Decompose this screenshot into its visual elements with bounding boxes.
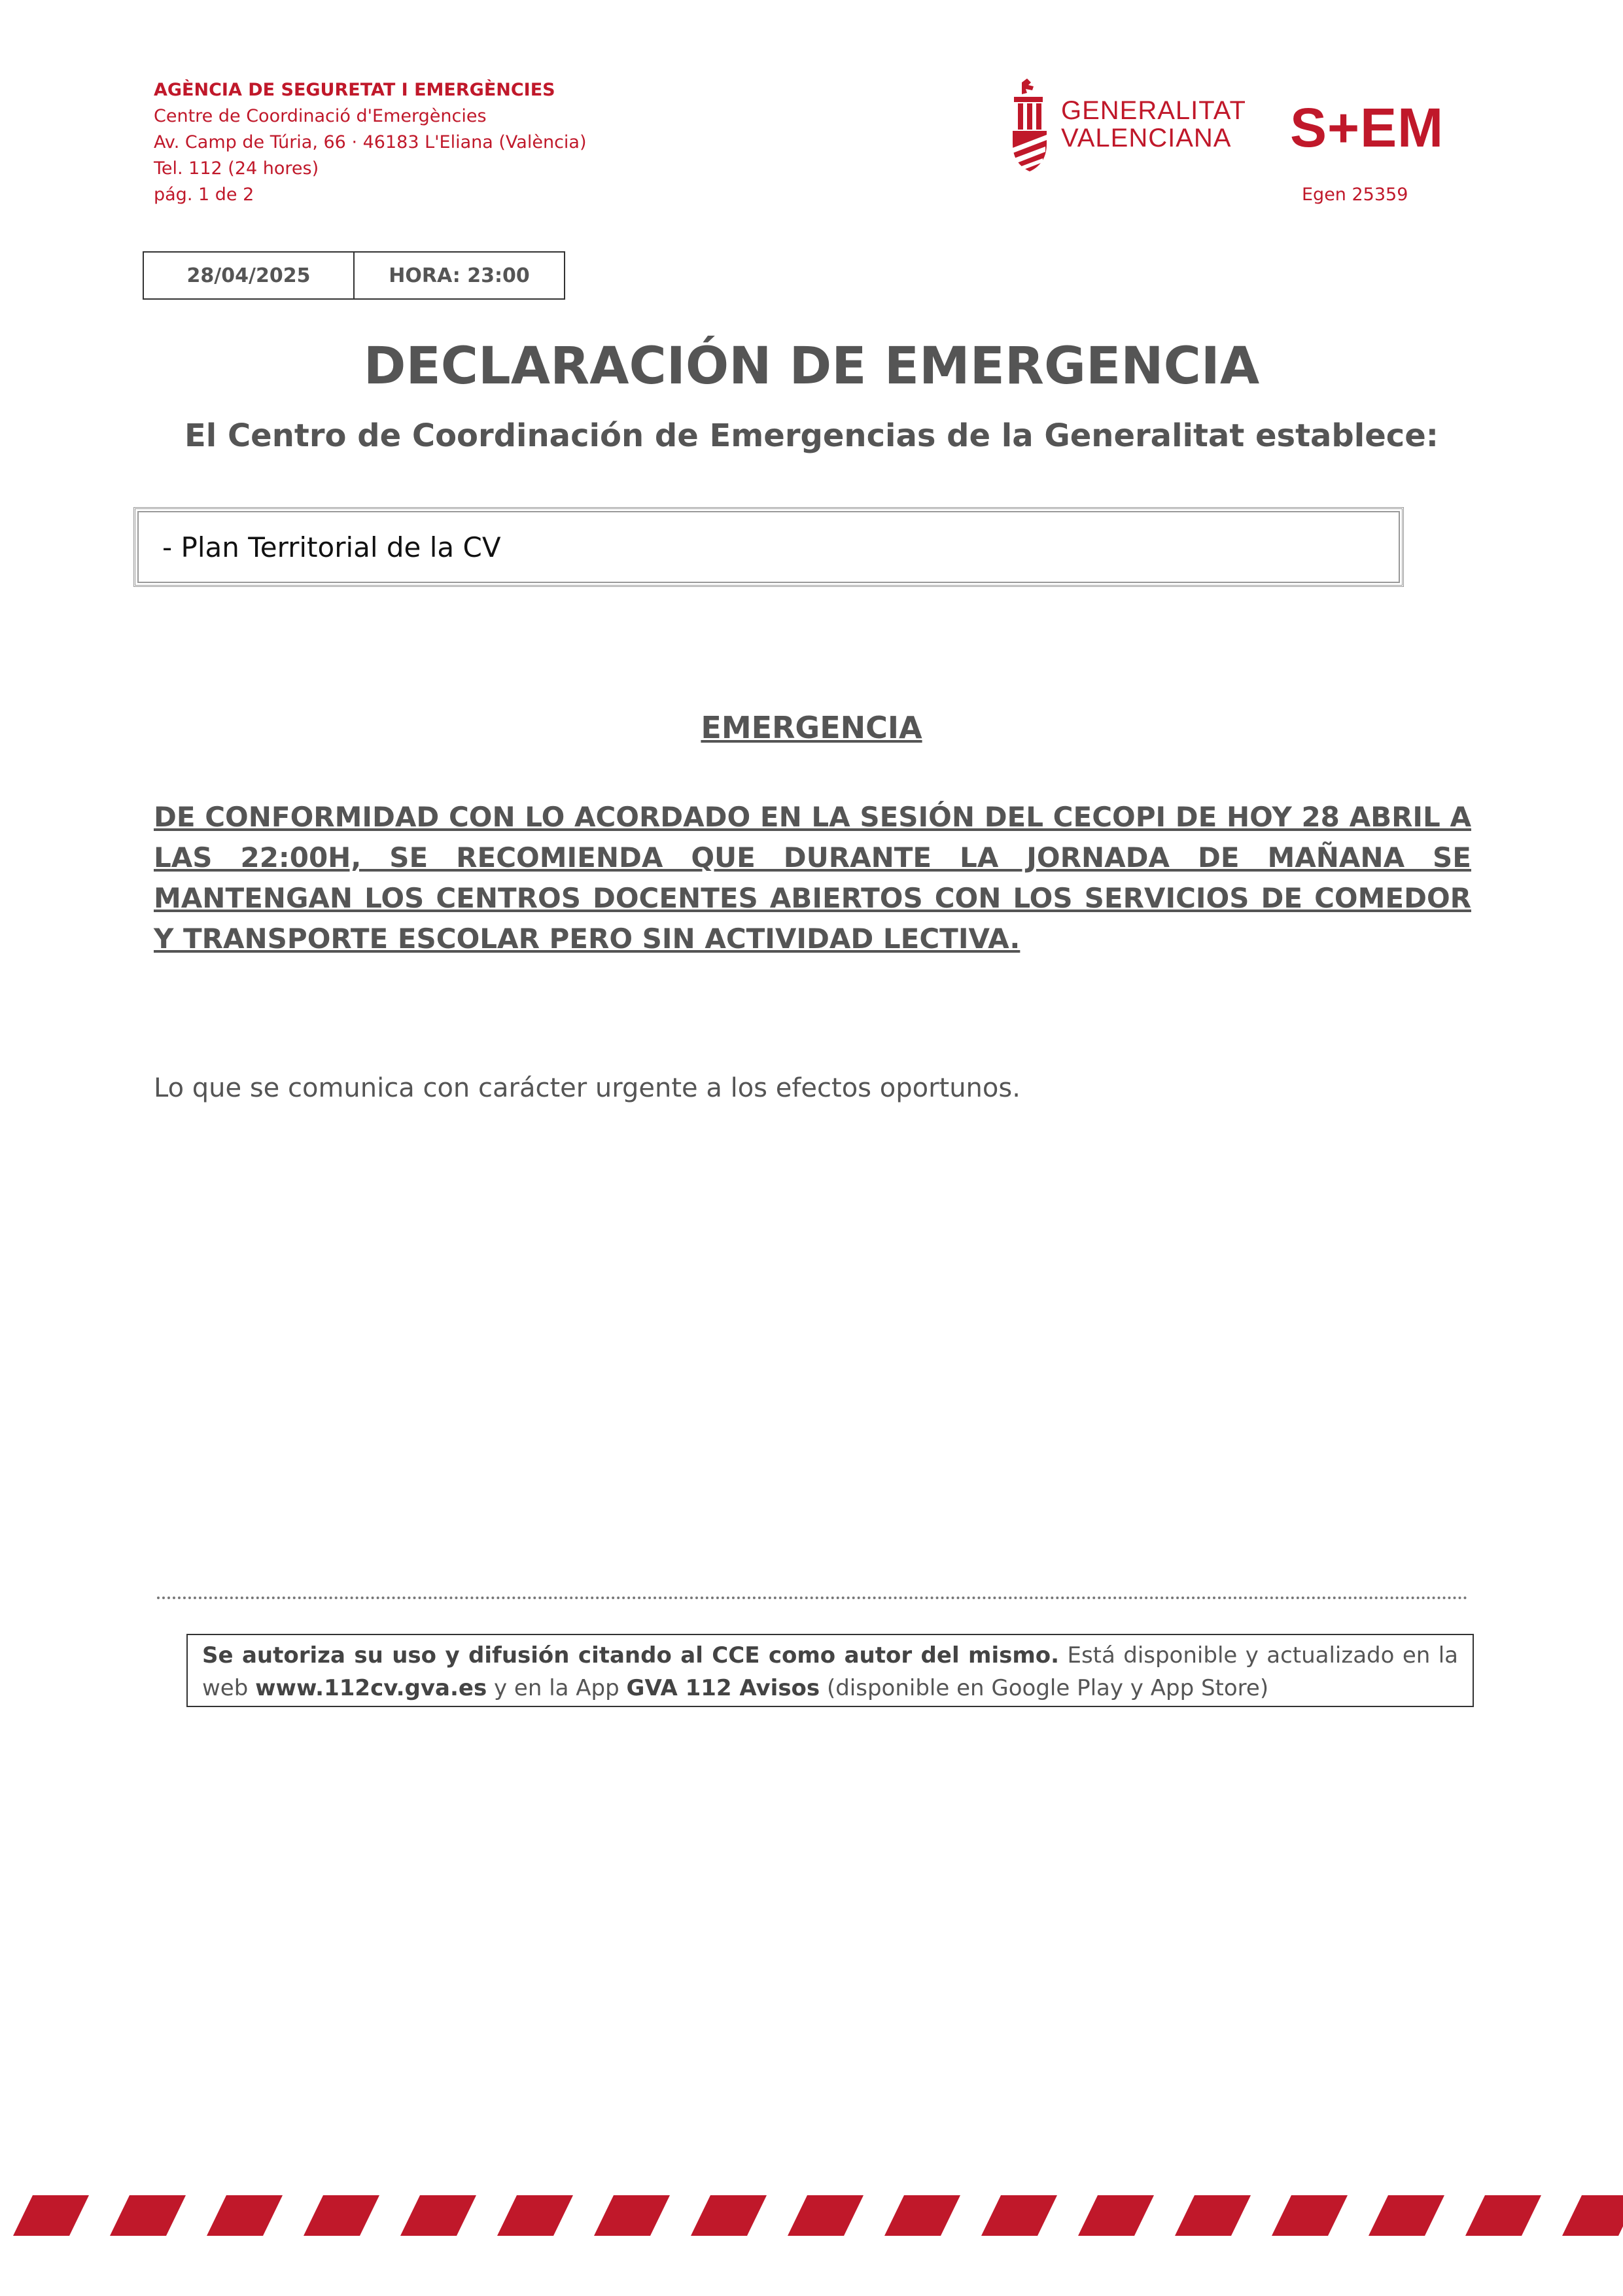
- stripe-segment: [13, 2195, 89, 2236]
- center-name: Centre de Coordinació d'Emergències: [154, 106, 487, 126]
- generalitat-logo: [1007, 77, 1256, 179]
- coat-of-arms-icon: [1007, 77, 1053, 175]
- footer-text-2: y en la App: [487, 1675, 627, 1701]
- footer-text-3: (disponible en Google Play y App Store): [820, 1675, 1269, 1701]
- agency-header: [154, 77, 587, 208]
- agency-name: AGÈNCIA DE SEGURETAT I EMERGÈNCIES: [154, 80, 555, 100]
- stripe-segment: [1175, 2195, 1251, 2236]
- datetime-box: [143, 251, 565, 300]
- footer-notice: [186, 1634, 1474, 1707]
- stripe-border: [0, 2195, 1623, 2236]
- stripe-segment: [1465, 2195, 1541, 2236]
- footer-auth: Se autoriza su uso y difusión citando al CCE como autor del mismo.: [202, 1642, 1060, 1669]
- stripe-segment: [594, 2195, 670, 2236]
- page-subtitle: El Centro de Coordinación de Emergencias de la Generalitat establece:: [184, 417, 1439, 454]
- emergency-body: DE CONFORMIDAD CON LO ACORDADO EN LA SESIÓN DEL CECOPI DE HOY 28 ABRIL A LAS 22:00H, SE RECOMIENDA QUE DURANTE LA JORNADA DE MAÑANA SE MANTENGAN LOS CENTROS DOCENTES ABIERTOS CON LOS SERVICIOS DE COMEDOR Y TRANSPORTE ESCOLAR PERO SIN ACTIVIDAD LECTIVA.: [154, 801, 1471, 955]
- stripe-segment: [207, 2195, 283, 2236]
- stripe-segment: [110, 2195, 186, 2236]
- date-cell: 28/04/2025: [186, 264, 311, 287]
- footer-web-link[interactable]: www.112cv.gva.es: [255, 1675, 487, 1701]
- center-address: Av. Camp de Túria, 66 · 46183 L'Eliana (València): [154, 132, 587, 152]
- stripe-segment: [788, 2195, 864, 2236]
- stripe-segment: [1369, 2195, 1444, 2236]
- page-indicator: pág. 1 de 2: [154, 185, 254, 205]
- stripe-segment: [981, 2195, 1057, 2236]
- stripe-segment: [691, 2195, 767, 2236]
- stripe-segment: [304, 2195, 379, 2236]
- page-title: DECLARACIÓN DE EMERGENCIA: [363, 337, 1260, 396]
- footer-app-name: GVA 112 Avisos: [626, 1675, 820, 1701]
- center-phone: Tel. 112 (24 hores): [154, 158, 319, 179]
- time-cell: HORA: 23:00: [353, 253, 564, 298]
- stripe-segment: [1562, 2195, 1623, 2236]
- egen-code: Egen 25359: [1302, 185, 1408, 205]
- emergency-heading: EMERGENCIA: [701, 710, 922, 745]
- dotted-divider: [157, 1597, 1468, 1599]
- plan-text: - Plan Territorial de la CV: [137, 511, 1400, 583]
- closing-text: Lo que se comunica con carácter urgente a los efectos oportunos.: [154, 1073, 1021, 1103]
- stripe-segment: [400, 2195, 476, 2236]
- footer-text-1: Está disponible y actualizado en la web: [202, 1642, 1458, 1701]
- plan-box: [133, 507, 1404, 587]
- stripe-segment: [1078, 2195, 1154, 2236]
- stripe-segment: [1272, 2195, 1348, 2236]
- stripe-segment: [497, 2195, 573, 2236]
- sem-logo: S+EM: [1290, 97, 1444, 158]
- generalitat-wordmark: GENERALITAT VALENCIANA: [1061, 96, 1246, 152]
- stripe-segment: [884, 2195, 960, 2236]
